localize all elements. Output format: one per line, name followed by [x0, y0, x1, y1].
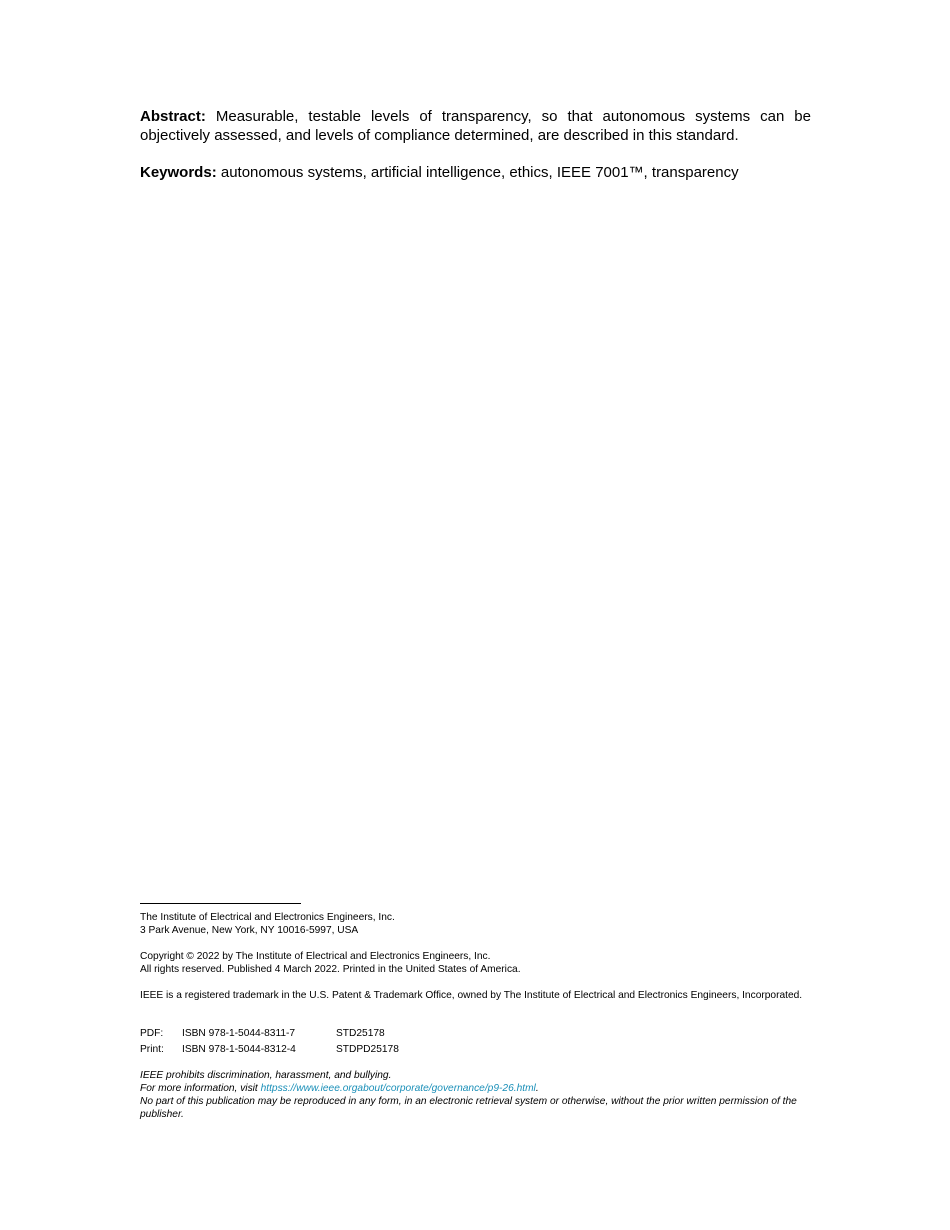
isbn-row-pdf [140, 1027, 811, 1040]
isbn-number: ISBN 978-1-5044-8311-7 [182, 1028, 296, 1039]
publisher-address: 3 Park Avenue, New York, NY 10016-5997, USA [140, 925, 359, 936]
footnote-divider [140, 903, 301, 904]
more-info-prefix: For more information, visit [140, 1083, 261, 1094]
keywords-paragraph [140, 163, 811, 182]
abstract-text: Measurable, testable levels of transparency, so that autonomous systems can be objectively assessed, and levels of compliance determined, are described in this standard. [140, 108, 811, 144]
isbn-row-print [140, 1043, 811, 1056]
reproduction-notice: No part of this publication may be reproduced in any form, in an electronic retrieval system or otherwise, without the prior written permission of the publisher. [140, 1096, 797, 1120]
more-info-suffix: . [535, 1083, 539, 1094]
more-info-line [140, 1082, 811, 1095]
isbn-format: PDF: [140, 1028, 164, 1039]
keywords-label: Keywords: [140, 164, 217, 181]
keywords-text: autonomous systems, artificial intelligence, ethics, IEEE 7001™, transparency [220, 164, 739, 181]
rights-line: All rights reserved. Published 4 March 2022. Printed in the United States of America. [140, 964, 521, 975]
abstract-paragraph [140, 107, 811, 145]
publisher-name: The Institute of Electrical and Electronics Engineers, Inc. [140, 912, 395, 923]
document-page [140, 0, 811, 1230]
isbn-number: ISBN 978-1-5044-8312-4 [182, 1044, 296, 1055]
anti-harassment-note: IEEE prohibits discrimination, harassment, and bullying. [140, 1070, 392, 1081]
legal-notes [140, 1069, 811, 1121]
abstract-label: Abstract: [140, 108, 206, 125]
isbn-code: STD25178 [336, 1028, 385, 1039]
isbn-format: Print: [140, 1044, 164, 1055]
governance-link[interactable]: httpss://www.ieee.orgabout/corporate/governance/p9-26.html [260, 1083, 536, 1094]
copyright-line: Copyright © 2022 by The Institute of Electrical and Electronics Engineers, Inc. [140, 951, 491, 962]
isbn-code: STDPD25178 [336, 1044, 399, 1055]
trademark-notice: IEEE is a registered trademark in the U.S. Patent & Trademark Office, owned by The Institute of Electrical and Electronics Engineers, Incorporated. [140, 990, 803, 1001]
